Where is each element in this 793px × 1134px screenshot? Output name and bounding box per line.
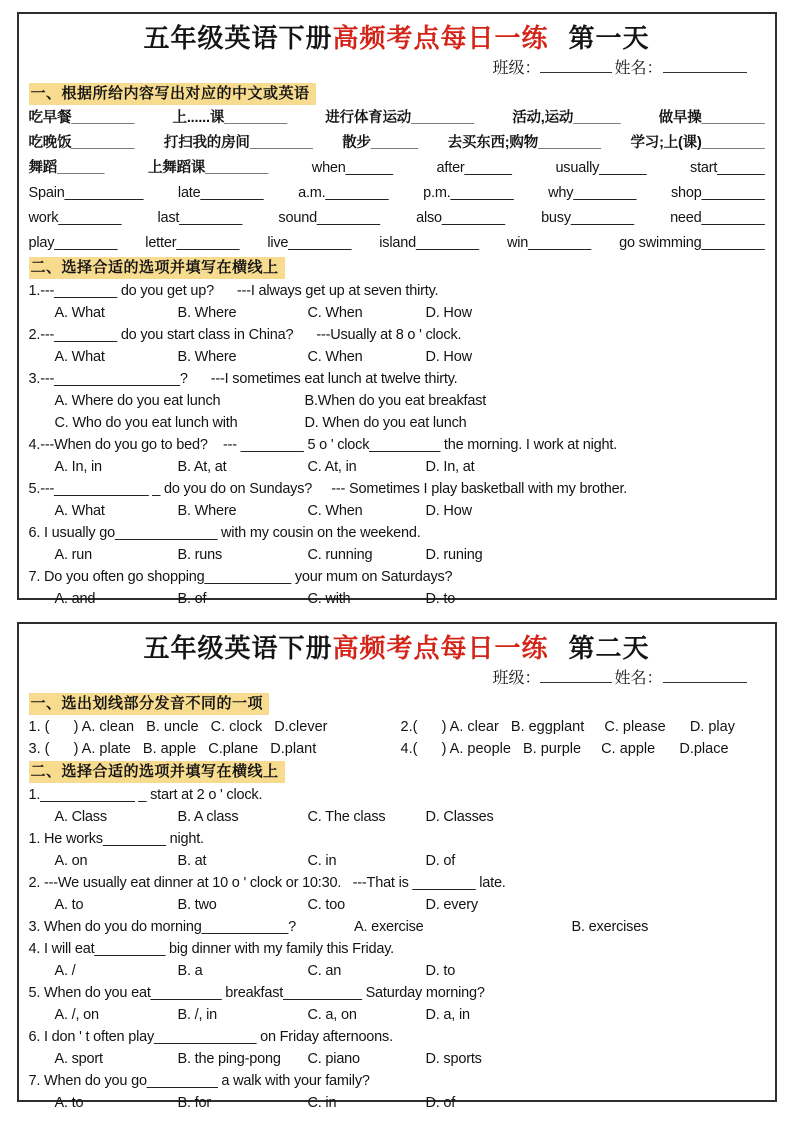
question-block	[29, 478, 765, 522]
answer-option: C. too	[307, 897, 345, 913]
question-stem: 5.---____________ _ do you do on Sundays? --- Sometimes I play basketball with my brother.	[28, 481, 628, 497]
vocab-item: letter________	[145, 235, 240, 251]
question-stem: 4. I will eat_________ big dinner with my family this Friday.	[28, 941, 395, 957]
worksheet-page-day2	[17, 622, 777, 1111]
question-stem: 6. I don ' t often play_____________ on Friday afternoons.	[28, 1029, 393, 1045]
vocab-item: 做早操________	[658, 110, 765, 126]
class-blank	[540, 668, 612, 683]
worksheet-page-day1	[17, 12, 777, 607]
vocab-item: shop________	[670, 185, 765, 201]
vocab-item: 上......课________	[172, 110, 288, 126]
answer-option: A. run	[54, 547, 92, 563]
answer-option: B.When do you eat breakfast	[304, 393, 487, 409]
answer-option: B. runs	[177, 547, 223, 563]
vocab-item: late________	[177, 185, 264, 201]
answer-option: C. in	[307, 853, 337, 869]
student-id-line	[29, 56, 765, 82]
question-block	[29, 784, 765, 828]
page-title-main: 五年级英语下册	[143, 633, 333, 663]
section1-header: 一、选出划线部分发音不同的一项	[29, 693, 270, 715]
answer-option: A. /	[54, 963, 76, 979]
section2-header-row	[29, 761, 765, 783]
answer-option: A. sport	[54, 1051, 103, 1067]
question-stem: 1.____________ _ start at 2 o ' clock.	[28, 787, 263, 803]
answer-option: B. Where	[177, 503, 237, 519]
vocab-item: after______	[436, 160, 512, 176]
question-stem: 1. He works________ night.	[28, 831, 204, 847]
question-stem: 2. ---We usually eat dinner at 10 o ' clock or 10:30. ---That is ________ late.	[28, 875, 506, 891]
page-title-main: 五年级英语下册	[143, 23, 333, 53]
question-block	[29, 916, 765, 938]
vocab-item: win________	[506, 235, 592, 251]
phonics-row	[29, 738, 765, 760]
answer-option: A. /, on	[54, 1007, 99, 1023]
page-title	[29, 20, 765, 56]
answer-options	[29, 1048, 765, 1070]
answer-options	[29, 894, 765, 916]
answer-option: C. with	[307, 591, 351, 607]
vocab-item: 去买东西;购物________	[447, 135, 601, 151]
answer-option: C. piano	[307, 1051, 360, 1067]
name-blank	[663, 668, 747, 683]
answer-option: B. the ping-pong	[177, 1051, 281, 1067]
question-stem	[29, 916, 765, 938]
answer-option: C. When	[307, 349, 363, 365]
question-block	[29, 982, 765, 1026]
answer-option: A. Where do you eat lunch	[54, 393, 221, 409]
answer-option: D. a, in	[425, 1007, 470, 1023]
vocab-item: 舞蹈______	[28, 160, 105, 176]
answer-option: B. at	[177, 853, 207, 869]
answer-option: B. A class	[177, 809, 239, 825]
page-title-day: 第一天	[568, 23, 650, 53]
answer-option: A. Class	[54, 809, 107, 825]
page-title-highlight: 高频考点每日一练	[332, 633, 549, 663]
answer-options	[29, 456, 765, 478]
answer-option: D. In, at	[425, 459, 475, 475]
phonics-question: 4.( ) A. people B. purple C. apple D.place	[400, 741, 729, 757]
answer-option: D. of	[425, 853, 456, 869]
class-label: 班级：	[492, 60, 541, 77]
answer-option: D. to	[425, 591, 456, 607]
vocab-item: 进行体育运动________	[325, 110, 474, 126]
answer-options	[29, 544, 765, 566]
vocab-item: start______	[690, 160, 765, 176]
question-stem: 2.---________ do you start class in China? ---Usually at 8 o ' clock.	[28, 327, 462, 343]
answer-option: B. exercises	[571, 919, 649, 935]
answer-option: C. a, on	[307, 1007, 357, 1023]
answer-options	[29, 806, 765, 828]
phonics-row	[29, 716, 765, 738]
question-stem: 4.---When do you go to bed? --- ________ 5 o ' clock_________ the morning. I work at night.	[28, 437, 618, 453]
phonics-list	[29, 716, 765, 760]
answer-option: C. The class	[307, 809, 386, 825]
vocab-item: island________	[379, 235, 479, 251]
phonics-question: 3. ( ) A. plate B. apple C.plane D.plant	[28, 741, 317, 757]
question-stem: 7. Do you often go shopping___________ your mum on Saturdays?	[28, 569, 453, 585]
answer-options	[29, 346, 765, 368]
question-stem: 7. When do you go_________ a walk with your family?	[28, 1073, 370, 1089]
phonics-question: 2.( ) A. clear B. eggplant C. please D. play	[400, 719, 735, 735]
answer-option: B. /, in	[177, 1007, 217, 1023]
section2-header: 二、选择合适的选项并填写在横线上	[29, 257, 285, 279]
vocab-item: a.m.________	[298, 185, 389, 201]
vocab-item: when______	[311, 160, 393, 176]
vocab-item: 学习;上(课)________	[630, 135, 765, 151]
answer-option: D. How	[425, 305, 472, 321]
question-stem: 5. When do you eat_________ breakfast__________ Saturday morning?	[28, 985, 485, 1001]
answer-option: C. Who do you eat lunch with	[54, 415, 238, 431]
vocab-item: 散步______	[342, 135, 418, 151]
answer-option: B. for	[177, 1095, 211, 1111]
vocab-item: 上舞蹈课________	[147, 160, 269, 176]
page-title	[29, 630, 765, 666]
vocab-row	[29, 156, 765, 181]
vocab-item: 打扫我的房间________	[163, 135, 313, 151]
student-id-line	[29, 666, 765, 692]
answer-option: D. of	[425, 1095, 456, 1111]
vocab-item: also________	[416, 210, 505, 226]
question-block	[29, 566, 765, 610]
answer-option: D. How	[425, 349, 472, 365]
question-block	[29, 434, 765, 478]
section1-header: 一、根据所给内容写出对应的中文或英语	[29, 83, 316, 105]
answer-options	[29, 390, 765, 434]
vocab-row	[29, 106, 765, 131]
page-title-highlight: 高频考点每日一练	[332, 23, 549, 53]
vocab-item: Spain__________	[28, 185, 144, 201]
answer-option: A. What	[54, 305, 105, 321]
section1-header-row	[29, 693, 765, 715]
answer-option: B. Where	[177, 349, 237, 365]
section1-header-row	[29, 83, 765, 105]
answer-option: B. Where	[177, 305, 237, 321]
answer-option: D. runing	[425, 547, 483, 563]
class-label: 班级：	[492, 670, 541, 687]
vocab-item: busy________	[541, 210, 634, 226]
class-blank	[540, 58, 612, 73]
vocab-item: why________	[548, 185, 637, 201]
question-stem: 3.---________________? ---I sometimes eat lunch at twelve thirty.	[28, 371, 458, 387]
question-stem: 6. I usually go_____________ with my cousin on the weekend.	[28, 525, 421, 541]
answer-option: C. an	[307, 963, 342, 979]
answer-option: D. to	[425, 963, 456, 979]
answer-option: C. When	[307, 503, 363, 519]
question-stem-text: 3. When do you do morning___________?	[28, 919, 297, 935]
question-list	[29, 280, 765, 610]
page-title-day: 第二天	[568, 633, 650, 663]
answer-option: D. sports	[425, 1051, 482, 1067]
answer-option: A. What	[54, 503, 105, 519]
name-label: 姓名：	[614, 670, 663, 687]
answer-options	[29, 302, 765, 324]
question-block	[29, 872, 765, 916]
answer-option: A. In, in	[54, 459, 102, 475]
answer-option: B. two	[177, 897, 217, 913]
vocab-item: usually______	[555, 160, 647, 176]
vocab-item: go swimming________	[619, 235, 765, 251]
answer-option: A. on	[54, 853, 88, 869]
vocab-item: 吃晚饭________	[28, 135, 135, 151]
answer-option: A. to	[54, 897, 84, 913]
answer-options	[29, 500, 765, 522]
vocab-row	[29, 206, 765, 231]
question-block	[29, 1070, 765, 1114]
question-block	[29, 522, 765, 566]
answer-option: A. to	[54, 1095, 84, 1111]
answer-option: A. What	[54, 349, 105, 365]
section2-header-row	[29, 257, 765, 279]
answer-option: D. How	[425, 503, 472, 519]
question-block	[29, 368, 765, 434]
vocab-item: p.m.________	[423, 185, 514, 201]
question-stem: 1.---________ do you get up? ---I always get up at seven thirty.	[28, 283, 439, 299]
question-list	[29, 784, 765, 1114]
answer-options	[29, 1004, 765, 1026]
phonics-question: 1. ( ) A. clean B. uncle C. clock D.clever	[28, 719, 328, 735]
answer-options	[29, 1092, 765, 1114]
vocab-row	[29, 131, 765, 156]
vocab-item: 活动,运动______	[512, 110, 621, 126]
vocab-row	[29, 231, 765, 256]
answer-options	[29, 850, 765, 872]
question-block	[29, 1026, 765, 1070]
answer-option: D. When do you eat lunch	[304, 415, 467, 431]
vocab-row	[29, 181, 765, 206]
question-block	[29, 938, 765, 982]
answer-option: A. and	[54, 591, 96, 607]
answer-option: D. every	[425, 897, 478, 913]
vocab-item: live________	[267, 235, 352, 251]
question-block	[29, 280, 765, 324]
answer-option: C. in	[307, 1095, 337, 1111]
answer-options	[29, 960, 765, 982]
answer-option: C. running	[307, 547, 373, 563]
vocab-item: need________	[670, 210, 765, 226]
question-block	[29, 324, 765, 368]
answer-option: C. When	[307, 305, 363, 321]
answer-option: A. exercise	[354, 919, 424, 935]
question-block	[29, 828, 765, 872]
vocab-list	[29, 106, 765, 256]
name-label: 姓名：	[614, 60, 663, 77]
vocab-item: sound________	[278, 210, 380, 226]
answer-option: D. Classes	[425, 809, 494, 825]
answer-option: B. a	[177, 963, 203, 979]
answer-option: B. of	[177, 591, 207, 607]
vocab-item: work________	[28, 210, 122, 226]
vocab-item: play________	[28, 235, 118, 251]
vocab-item: last________	[157, 210, 243, 226]
answer-option: C. At, in	[307, 459, 357, 475]
answer-option: B. At, at	[177, 459, 227, 475]
vocab-item: 吃早餐________	[28, 110, 135, 126]
name-blank	[663, 58, 747, 73]
answer-options	[29, 588, 765, 610]
section2-header: 二、选择合适的选项并填写在横线上	[29, 761, 285, 783]
worksheet-sheet	[0, 12, 793, 1134]
